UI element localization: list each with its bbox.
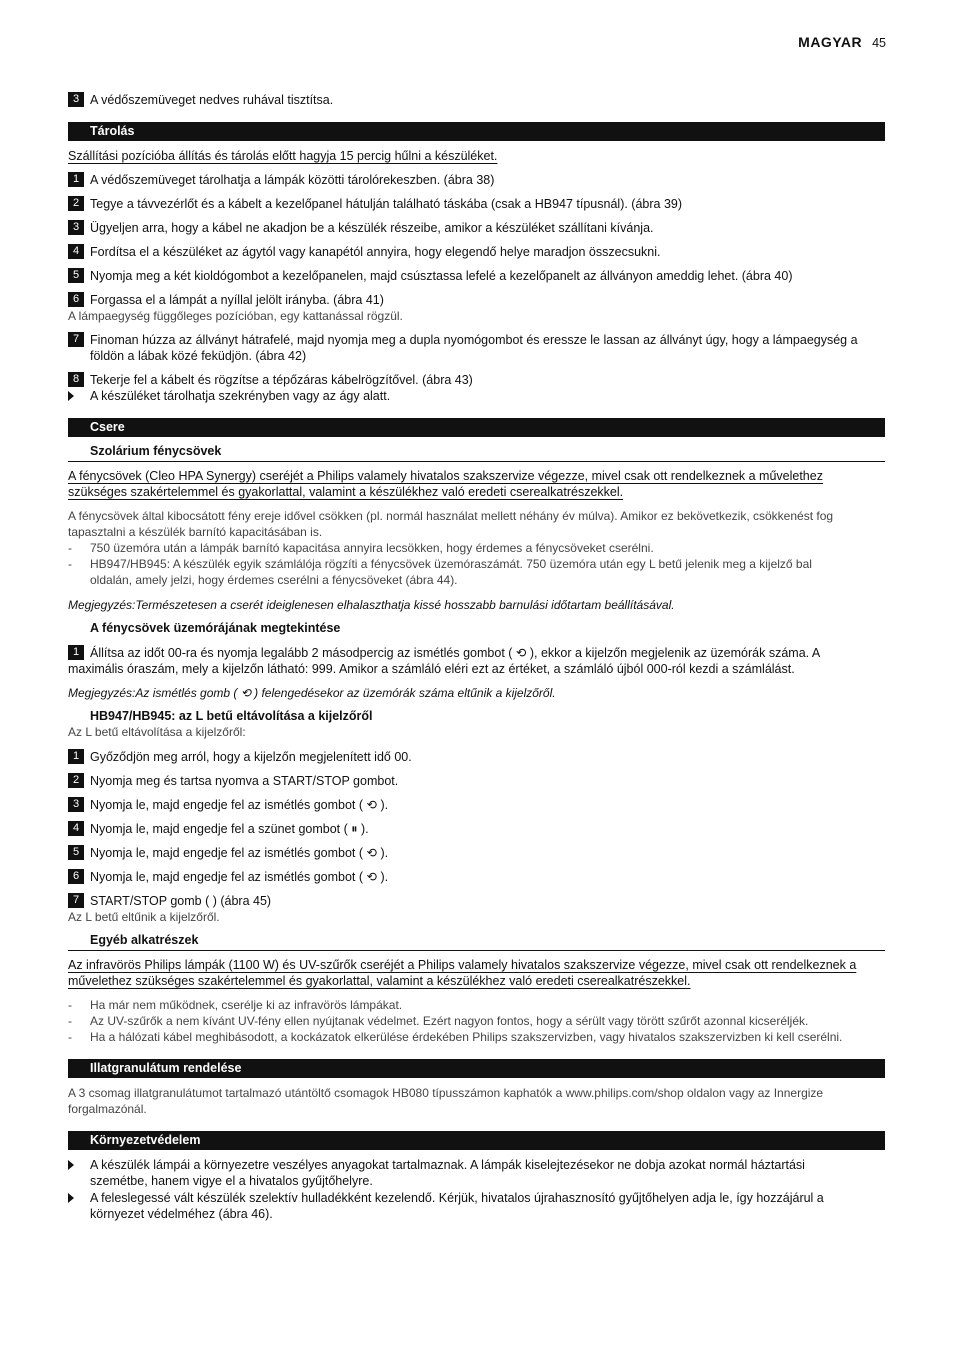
- step-note: A lámpaegység függőleges pozícióban, egy kattanással rögzül.: [68, 309, 403, 323]
- replacement-warning: A fénycsövek (Cleo HPA Synergy) cseréjét a Philips valamely hivatalos szakszervize végezze, mivel csak ott rendelkeznek a művelethez: [68, 469, 823, 483]
- subheading-rule: [68, 950, 885, 951]
- step: [68, 821, 885, 837]
- bullet-arrow-icon: [68, 1193, 74, 1203]
- subheading: HB947/HB945: az L betű eltávolítása a kijelzőről: [90, 709, 373, 723]
- step: [68, 893, 885, 909]
- step-text-cont: maximális óraszám, mely a kijelzőn látható: 999. Amikor a számláló eléri ezt az értéket, a számláló újból 000-ról kezdi a számlálást.: [68, 662, 795, 676]
- step-number: 2: [68, 196, 84, 211]
- step-text: Tegye a távvezérlőt és a kábelt a kezelőpanel hátulján található táskába (csak a HB947 típusnál). (ábra 39): [90, 197, 683, 211]
- step: [68, 268, 885, 284]
- step: [68, 749, 885, 765]
- dash-item: - 750 üzemóra után a lámpák barnító kapacitása annyira lecsökken, hogy érdemes a fénycsöveket cserélni.: [68, 541, 654, 555]
- bullet-text-cont: szemétbe, hanem vigye el a hivatalos gyűjtőhelyre.: [90, 1174, 373, 1188]
- storage-warning: Szállítási pozícióba állítás és tárolás előtt hagyja 15 percig hűlni a készüléket.: [68, 149, 498, 163]
- step-text: Nyomja le, majd engedje fel az ismétlés gombot ( ⟲ ).: [90, 870, 389, 884]
- step-number: 1: [68, 172, 84, 187]
- step-text: Fordítsa el a készüléket az ágytól vagy kanapétól annyira, hogy elegendő helye maradjon összecsukni.: [90, 245, 661, 259]
- step-number: 4: [68, 821, 84, 836]
- step-text: Tekerje fel a kábelt és rögzítse a tépőzáras kábelrögzítővel. (ábra 43): [90, 373, 473, 387]
- step: [68, 372, 885, 388]
- step: [68, 196, 885, 212]
- bullet-arrow-icon: [68, 391, 74, 401]
- step-number: 3: [68, 220, 84, 235]
- note: Megjegyzés:Természetesen a cserét ideiglenesen elhalaszthatja kissé hosszabb barnulási időtartam beállításával.: [68, 598, 675, 612]
- step-text: START/STOP gomb ( ) (ábra 45): [90, 894, 272, 908]
- step-number: 7: [68, 893, 84, 908]
- step-number: 1: [68, 749, 84, 764]
- step-text: Nyomja le, majd engedje fel az ismétlés gombot ( ⟲ ).: [90, 798, 389, 812]
- step: [68, 332, 885, 364]
- step: [68, 845, 885, 861]
- bullet-text: A készülék lámpái a környezetre veszélyes anyagokat tartalmaznak. A lámpák kiselejtezésekor ne dobja azokat normál háztartási: [90, 1158, 805, 1172]
- dash-text: Ha a hálózati kábel meghibásodott, a kockázatok elkerülése érdekében Philips szakszervizben, vagy hivatalos szakszervizben ki kell cserélni.: [90, 1030, 843, 1044]
- step-text: Ügyeljen arra, hogy a kábel ne akadjon be a készülék részeibe, amikor a készüléket szállítani kívánja.: [90, 221, 654, 235]
- section-bar-environment: Környezetvédelem: [68, 1131, 885, 1150]
- parts-warning: Az infravörös Philips lámpák (1100 W) és UV-szűrők cseréjét a Philips valamely hivatalos szakszervize végezze, mivel csak ott rendelkeznek a: [68, 958, 857, 972]
- step-number: 4: [68, 244, 84, 259]
- step-number: 3: [68, 92, 84, 107]
- step-text: Állítsa az időt 00-ra és nyomja legalább 2 másodpercig az ismétlés gombot ( ⟲ ), ekkor a kijelzőn megjelenik az üzemórák száma. A: [90, 646, 821, 660]
- subheading: Szolárium fénycsövek: [90, 444, 222, 458]
- step-note: Az L betű eltűnik a kijelzőről.: [68, 910, 220, 924]
- step-number: 5: [68, 268, 84, 283]
- step: [68, 292, 885, 308]
- dash-text: Az UV-szűrők a nem kívánt UV-fény ellen nyújtanak védelmet. Ezért nagyon fontos, hogy a sérült vagy törött szűrőt azonnal kicseréljék.: [90, 1014, 809, 1028]
- bullet-arrow-icon: [68, 1160, 74, 1170]
- dash-item: - Ha a hálózati kábel meghibásodott, a kockázatok elkerülése érdekében Philips szakszervizben, vagy hivatalos szakszervizben ki kell cserélni.: [68, 1030, 843, 1044]
- step-number: 3: [68, 797, 84, 812]
- step-text: Forgassa el a lámpát a nyíllal jelölt irányba. (ábra 41): [90, 293, 384, 307]
- bullet-text: A feleslegessé vált készülék szelektív hulladékként kezelendő. Kérjük, hivatalos újrahasznosító gyűjtőhelyen adja le, így hozzájárul a: [90, 1191, 824, 1205]
- section-bar-storage: Tárolás: [68, 122, 885, 141]
- dash-item: - Ha már nem működnek, cserélje ki az infravörös lámpákat.: [68, 998, 403, 1012]
- paragraph: tapasztalni a készülék barnító kapacitásában is.: [68, 525, 323, 539]
- step-text: A védőszemüveget nedves ruhával tisztítsa.: [90, 93, 334, 107]
- dash-item: - Az UV-szűrők a nem kívánt UV-fény ellen nyújtanak védelmet. Ezért nagyon fontos, hogy a sérült vagy törött szűrőt azonnal kicseréljék.: [68, 1014, 809, 1028]
- step: [68, 797, 885, 813]
- replacement-warning: szükséges szakértelemmel és gyakorlattal, valamint a készülékhez való eredeti cserealkatrészekkel.: [68, 485, 624, 499]
- step-text: Finoman húzza az állványt hátrafelé, majd nyomja meg a dupla nyomógombot és eressze le lassan az állványt úgy, hogy a lámpaegység a földön a lábak közé feküdjön. (ábra 42): [90, 333, 858, 363]
- language-label: MAGYAR: [798, 34, 863, 50]
- dash-text: Ha már nem működnek, cserélje ki az infravörös lámpákat.: [90, 998, 403, 1012]
- step: [68, 220, 885, 236]
- step-number: 1: [68, 645, 84, 660]
- section-bar-replacement: Csere: [68, 418, 885, 437]
- parts-warning: művelethez szükséges szakértelemmel és gyakorlattal, valamint a készülékhez való eredeti cserealkatrészekkel.: [68, 974, 691, 988]
- note: Megjegyzés:Az ismétlés gomb ( ⟲ ) felengedésekor az üzemórák száma eltűnik a kijelzőről.: [68, 686, 556, 700]
- bullet-text: A készüléket tárolhatja szekrényben vagy az ágy alatt.: [90, 389, 391, 403]
- step: [68, 172, 885, 188]
- result-bullet: [68, 388, 885, 404]
- step-text: Nyomja meg a két kioldógombot a kezelőpanelen, majd csúsztassa lefelé a kezelőpanelt az állványon ameddig lehet. (ábra 40): [90, 269, 793, 283]
- step-text: Nyomja le, majd engedje fel a szünet gombot ( ⏸ ).: [90, 822, 369, 836]
- subheading: Egyéb alkatrészek: [90, 933, 199, 947]
- bullet-item: [68, 1157, 885, 1173]
- paragraph: A fénycsövek által kibocsátott fény ereje idővel csökken (pl. normál használat mellett néhány év múlva). Amikor ez bekövetkezik, csökkenést fog: [68, 509, 834, 523]
- dash-text-cont: oldalán, amely jelzi, hogy érdemes cserélni a fénycsöveket (ábra 44).: [90, 573, 458, 587]
- step-text: Győződjön meg arról, hogy a kijelzőn megjelenített idő 00.: [90, 750, 412, 764]
- dash-text: 750 üzemóra után a lámpák barnító kapacitása annyira lecsökken, hogy érdemes a fénycsöveket cserélni.: [90, 541, 654, 555]
- step: [68, 244, 885, 260]
- step-text: Nyomja meg és tartsa nyomva a START/STOP gombot.: [90, 774, 399, 788]
- step-number: 7: [68, 332, 84, 347]
- step: [68, 645, 885, 661]
- page-header: [798, 34, 886, 50]
- step-number: 8: [68, 372, 84, 387]
- intro-text: Az L betű eltávolítása a kijelzőről:: [68, 725, 246, 739]
- step-number: 6: [68, 292, 84, 307]
- step: [68, 773, 885, 789]
- paragraph: forgalmazónál.: [68, 1102, 147, 1116]
- subheading-rule: [68, 461, 885, 462]
- subheading: A fénycsövek üzemórájának megtekintése: [90, 621, 341, 635]
- section-bar-ordering: Illatgranulátum rendelése: [68, 1059, 885, 1078]
- step-number: 2: [68, 773, 84, 788]
- paragraph: A 3 csomag illatgranulátumot tartalmazó utántöltő csomagok HB080 típusszámon kaphatók a www.philips.com/shop oldalon vagy az Innergize: [68, 1086, 824, 1100]
- dash-item: - HB947/HB945: A készülék egyik számlálója rögzíti a fénycsövek üzemóraszámát. 750 üzemóra után egy L betű jelenik meg a kijelző bal: [68, 557, 812, 571]
- bullet-item: [68, 1190, 885, 1206]
- step-text: Nyomja le, majd engedje fel az ismétlés gombot ( ⟲ ).: [90, 846, 389, 860]
- step: [68, 869, 885, 885]
- step-number: 5: [68, 845, 84, 860]
- bullet-text-cont: környezet védelméhez (ábra 46).: [90, 1207, 273, 1221]
- dash-text: HB947/HB945: A készülék egyik számlálója rögzíti a fénycsövek üzemóraszámát. 750 üzemóra után egy L betű jelenik meg a kijelző bal: [90, 557, 812, 571]
- step-text: A védőszemüveget tárolhatja a lámpák közötti tárolórekeszben. (ábra 38): [90, 173, 495, 187]
- step-number: 6: [68, 869, 84, 884]
- step: [68, 92, 885, 108]
- page-number: 45: [872, 36, 886, 50]
